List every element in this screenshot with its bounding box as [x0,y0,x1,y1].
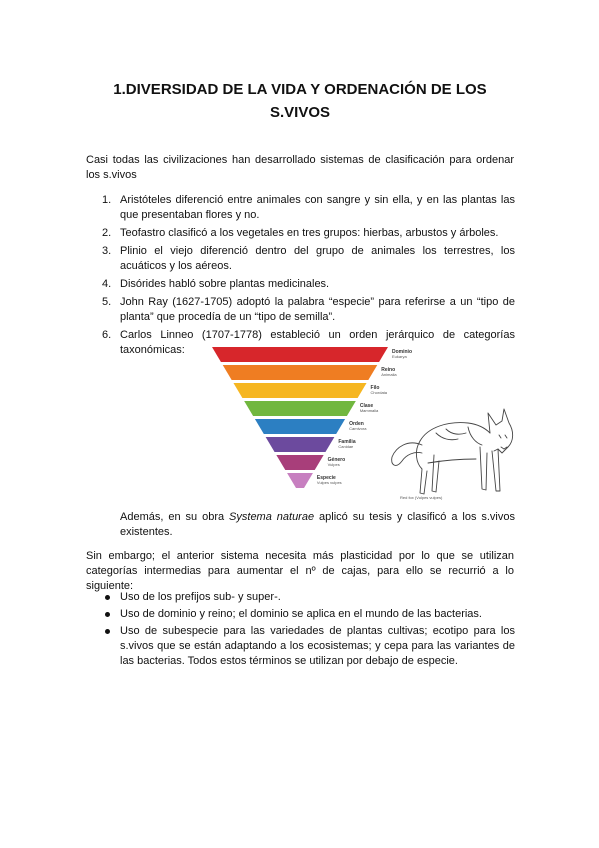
pyramid-band-familia [266,437,335,452]
bullet-icon [105,595,110,600]
list-number: 4. [102,278,112,290]
linneo-paragraph [120,510,515,540]
fox-caption: Red fox (Vulpes vulpes) [400,495,443,500]
list-number: 1. [102,194,112,206]
linneo-text-end: aplicó su tesis y clasificó a los s.vivos existentes. [120,511,515,538]
bullet-icon [105,629,110,634]
list-item-text: Teofastro clasificó a los vegetales en tres grupos: hierbas, arbustos y árboles. [120,227,499,239]
pyramid-band-especie [287,473,313,488]
list-item [102,295,515,325]
list-item [102,226,515,241]
pyramid-bands [212,347,412,488]
bullet-item [120,590,515,605]
level-example-label: Animalia [381,372,397,377]
list-item-text: John Ray (1627-1705) adoptó la palabra “especie” para referirse a un “tipo de planta” que procedía de un “tipo de semilla”. [120,296,515,323]
level-name-label: Orden [349,421,364,427]
level-example-label: Mammalia [359,408,379,413]
intro-paragraph: Casi todas las civilizaciones han desarrollado sistemas de clasificación para ordenar los s.vivos [86,154,514,181]
bullet-text: Uso de subespecie para las variedades de plantas cultivas; ecotipo para los s.vivos que se están adaptando a los ecosistemas; y cepa para las variantes de las bacterias. Todos estos términos se utilizan por debajo de especie. [120,625,515,667]
list-item [102,244,515,274]
pyramid-band-orden [255,419,345,434]
pyramid-band-género [276,455,323,470]
list-number: 6. [102,329,112,341]
taxonomy-pyramid-figure [206,343,526,505]
linneo-text-start: Además, en su obra [120,511,230,523]
fox-illustration [392,409,513,494]
level-example-label: Vulpes [327,462,340,467]
bullet-text: Uso de dominio y reino; el dominio se aplica en el mundo de las bacterias. [120,608,482,620]
pyramid-band-reino [223,365,378,380]
taxonomy-pyramid-svg [206,343,526,505]
title-line-1: 1.DIVERSIDAD DE LA VIDA Y ORDENACIÓN DE LOS [113,81,487,98]
list-item [102,193,515,223]
list-item-text: Disórides habló sobre plantas medicinales. [120,278,330,290]
level-name-label: Clase [359,403,374,409]
level-name-label: Dominio [392,349,412,355]
bullet-text: Uso de los prefijos sub- y super-. [120,591,281,603]
book-title: Systema naturae [229,511,315,523]
bullet-icon [105,612,110,617]
level-example-label: Canidae [338,444,354,449]
bullet-item [120,624,515,669]
page-title [80,78,520,124]
pyramid-band-filo [233,383,366,398]
level-example-label: Carnivora [349,426,367,431]
level-example-label: Vulpes vulpes [316,480,342,485]
list-item-text: Plinio el viejo diferenció dentro del grupo de animales los terrestres, los acuáticos y los aéreos. [120,245,515,272]
bullet-list [120,590,515,671]
level-example-label: Chordata [370,390,388,395]
list-number: 2. [102,227,112,239]
level-example-label: Eukarya [392,354,407,359]
level-name-label: Reino [381,367,396,373]
historical-points-list [102,193,515,361]
title-line-2: S.VIVOS [269,104,331,121]
list-item [102,277,515,292]
intermediate-categories-paragraph: Sin embargo; el anterior sistema necesita más plasticidad por lo que se utilizan categorías intermedias para aumentar el nº de cajas, para ello se recurrió a lo siguiente: [86,550,514,592]
list-item-text: Carlos Linneo (1707-1778) estableció un orden jerárquico de categorías taxonómicas: [120,329,515,356]
level-name-label: Género [327,457,346,463]
pyramid-band-dominio [212,347,388,362]
level-name-label: Filo [370,385,380,391]
pyramid-band-clase [244,401,356,416]
list-number: 3. [102,245,112,257]
level-name-label: Familia [338,439,356,445]
level-name-label: Especie [316,475,336,481]
bullet-item [120,607,515,622]
list-item-text: Aristóteles diferenció entre animales con sangre y sin ella, y en las plantas las que presentaban flores y no. [120,194,515,221]
list-number: 5. [102,296,112,308]
